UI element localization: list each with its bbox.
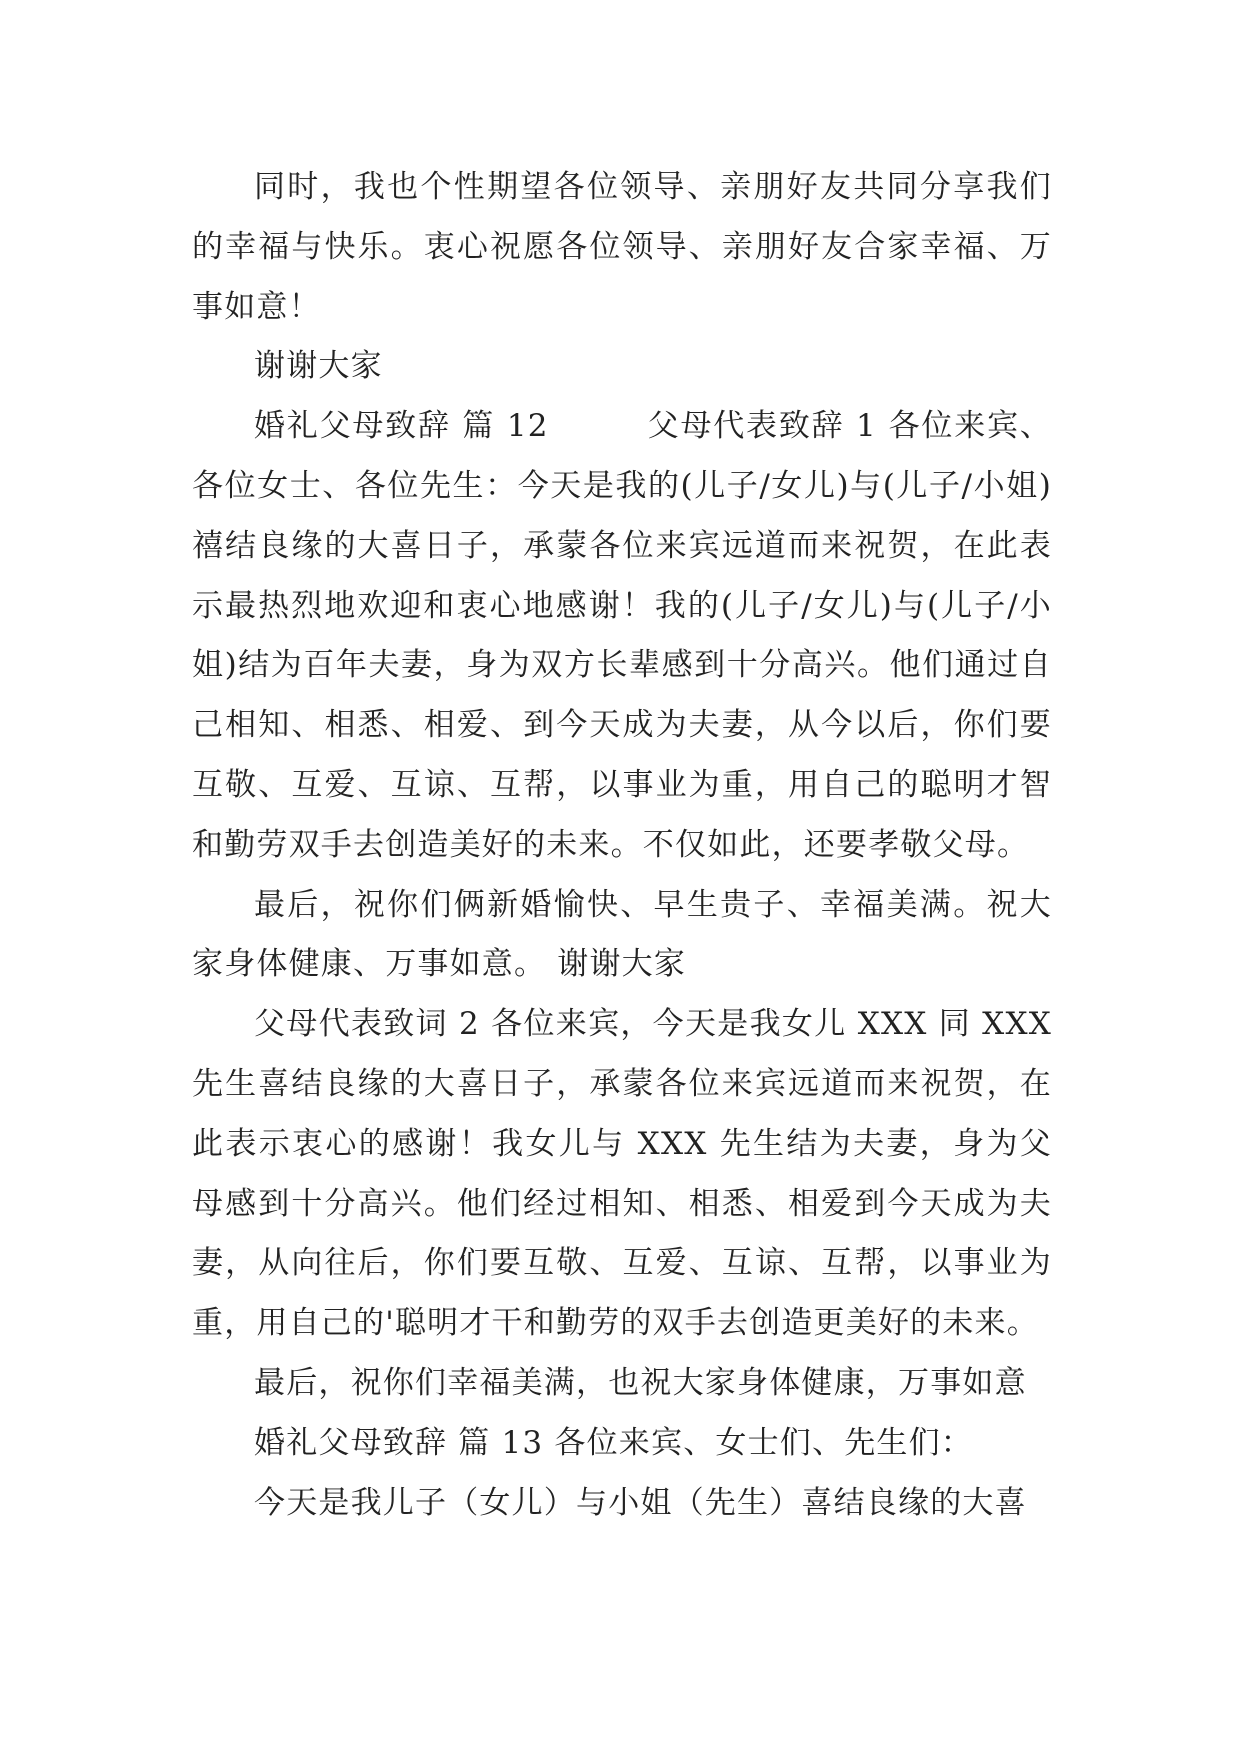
paragraph-speech-12: 婚礼父母致辞 篇 12 父母代表致辞 1 各位来宾、各位女士、各位先生：今天是我的(儿子/女儿)与(儿子/小姐)禧结良缘的大喜日子，承蒙各位来宾远道而来祝贺，在此表示最热烈地欢迎和衷心地感谢！我的(儿子/女儿)与(儿子/小姐)结为百年夫妻，身为双方长辈感到十分高兴。他们通过自己相知、相悉、相爱、到今天成为夫妻，从今以后，你们要互敬、互爱、互谅、互帮，以事业为重，用自己的聪明才智和勤劳双手去创造美好的未来。不仅如此，还要孝敬父母。 — [192, 408, 1052, 863]
body-text — [192, 158, 1052, 1533]
paragraph-thanks: 谢谢大家 — [254, 348, 383, 385]
paragraph-closing-2: 最后，祝你们幸福美满，也祝大家身体健康，万事如意 — [254, 1364, 1027, 1401]
paragraph-closing-1: 最后，祝你们俩新婚愉快、早生贵子、幸福美满。祝大家身体健康、万事如意。 谢谢大家 — [192, 886, 1052, 983]
paragraph-blessing: 同时，我也个性期望各位领导、亲朋好友共同分享我们的幸福与快乐。衷心祝愿各位领导、亲朋好友合家幸福、万事如意！ — [192, 169, 1052, 325]
paragraph-heading-13: 婚礼父母致辞 篇 13 各位来宾、女士们、先生们： — [254, 1424, 974, 1461]
paragraph-speech-2: 父母代表致词 2 各位来宾，今天是我女儿 XXX 同 XXX 先生喜结良缘的大喜日子，承蒙各位来宾远道而来祝贺，在此表示衷心的感谢！我女儿与 XXX 先生结为夫妻，身为父母感到十分高兴。他们经过相知、相悉、相爱到今天成为夫妻，从向往后，你们要互敬、互爱、互谅、互帮，以事业为重，用自己的'聪明才干和勤劳的双手去创造更美好的未来。 — [192, 1006, 1052, 1342]
paragraph-speech-13: 今天是我儿子（女儿）与小姐（先生）喜结良缘的大喜 — [254, 1484, 1027, 1521]
